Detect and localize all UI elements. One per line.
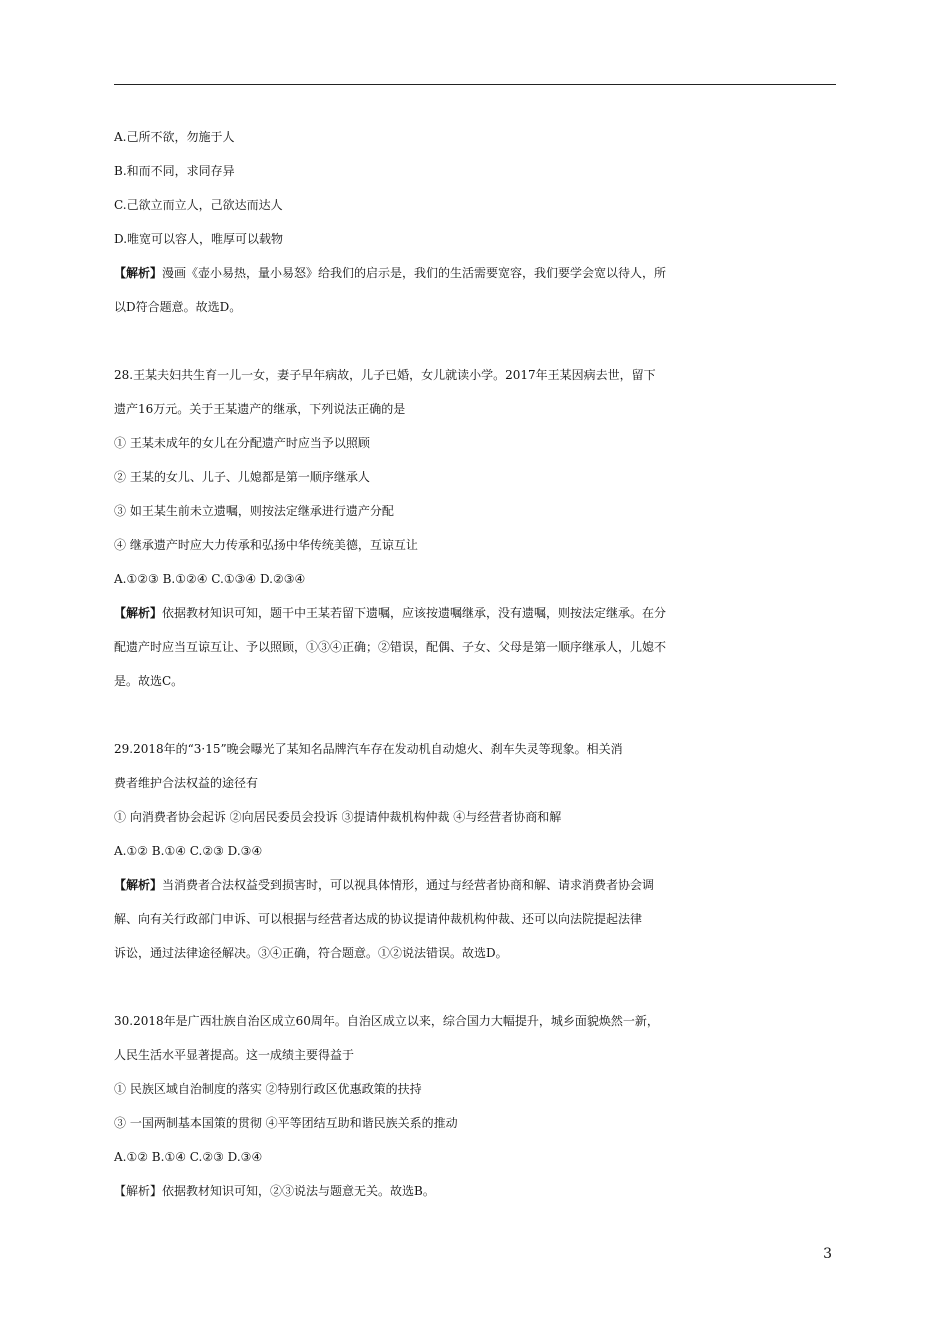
question-stem-continued: 费者维护合法权益的途径有 bbox=[114, 776, 259, 790]
statement-2: ② 王某的女儿、儿子、儿媳都是第一顺序继承人 bbox=[114, 470, 370, 484]
statements-row-1: ① 民族区域自治制度的落实 ②特别行政区优惠政策的扶持 bbox=[114, 1082, 422, 1096]
analysis bbox=[114, 256, 854, 290]
answer-options: A.①② B.①④ C.②③ D.③④ bbox=[114, 1150, 263, 1164]
document-body bbox=[114, 120, 854, 1208]
statement-4: ④ 继承遗产时应大力传承和弘扬中华传统美德，互谅互让 bbox=[114, 538, 418, 552]
statement-1: ① 王某未成年的女儿在分配遗产时应当予以照顾 bbox=[114, 436, 370, 450]
question-stem-continued: 遗产16万元。关于王某遗产的继承，下列说法正确的是 bbox=[114, 402, 406, 416]
analysis-continued: 解、向有关行政部门申诉、可以根据与经营者达成的协议提请仲裁机构仲裁、还可以向法院提起法律 bbox=[114, 912, 643, 926]
question-28 bbox=[114, 358, 854, 698]
question-30 bbox=[114, 1004, 854, 1208]
analysis-continued: 以D符合题意。故选D。 bbox=[114, 300, 242, 314]
question-stem-continued: 人民生活水平显著提高。这一成绩主要得益于 bbox=[114, 1048, 355, 1062]
analysis-continued: 诉讼，通过法律途径解决。③④正确，符合题意。①②说法错误。故选D。 bbox=[114, 946, 508, 960]
question-29 bbox=[114, 732, 854, 970]
answer-options: A.①②③ B.①②④ C.①③④ D.②③④ bbox=[114, 572, 306, 586]
analysis bbox=[114, 1174, 854, 1208]
analysis-label: 【解析】 bbox=[114, 606, 163, 620]
analysis-label: 【解析】 bbox=[114, 266, 163, 280]
analysis-text: 依据教材知识可知，②③说法与题意无关。故选B。 bbox=[162, 1184, 435, 1198]
option-a: A.己所不欲，勿施于人 bbox=[114, 130, 235, 144]
option-d: D.唯宽可以容人，唯厚可以载物 bbox=[114, 232, 284, 246]
statements-row-2: ③ 一国两制基本国策的贯彻 ④平等团结互助和谐民族关系的推动 bbox=[114, 1116, 458, 1130]
question-stem: 30.2018年是广西壮族自治区成立60周年。自治区成立以来，综合国力大幅提升，城乡面貌焕然一新， bbox=[114, 1014, 659, 1028]
analysis-continued: 是。故选C。 bbox=[114, 674, 184, 688]
option-b: B.和而不同，求同存异 bbox=[114, 164, 235, 178]
statements: ① 向消费者协会起诉 ②向居民委员会投诉 ③提请仲裁机构仲裁 ④与经营者协商和解 bbox=[114, 810, 562, 824]
analysis-label: 【解析】 bbox=[114, 878, 163, 892]
analysis-label: 【解析】 bbox=[114, 1184, 163, 1198]
question-27 bbox=[114, 120, 854, 324]
analysis-text: 漫画《壶小易热，量小易怒》给我们的启示是，我们的生活需要宽容，我们要学会宽以待人，所 bbox=[162, 266, 667, 280]
analysis-text: 当消费者合法权益受到损害时，可以视具体情形，通过与经营者协商和解、请求消费者协会调 bbox=[162, 878, 655, 892]
header-rule bbox=[114, 84, 836, 85]
question-stem: 29.2018年的“3·15”晚会曝光了某知名品牌汽车存在发动机自动熄火、刹车失灵等现象。相关消 bbox=[114, 742, 623, 756]
analysis bbox=[114, 868, 854, 902]
analysis-continued: 配遗产时应当互谅互让、予以照顾，①③④正确；②错误，配偶、子女、父母是第一顺序继承人，儿媳不 bbox=[114, 640, 667, 654]
answer-options: A.①② B.①④ C.②③ D.③④ bbox=[114, 844, 263, 858]
question-stem: 28.王某夫妇共生育一儿一女，妻子早年病故，儿子已婚，女儿就读小学。2017年王某因病去世，留下 bbox=[114, 368, 656, 382]
page-number: 3 bbox=[823, 1246, 832, 1262]
option-c: C.己欲立而立人，己欲达而达人 bbox=[114, 198, 283, 212]
analysis-text: 依据教材知识可知，题干中王某若留下遗嘱，应该按遗嘱继承，没有遗嘱，则按法定继承。在分 bbox=[162, 606, 667, 620]
analysis bbox=[114, 596, 854, 630]
statement-3: ③ 如王某生前未立遗嘱，则按法定继承进行遗产分配 bbox=[114, 504, 394, 518]
